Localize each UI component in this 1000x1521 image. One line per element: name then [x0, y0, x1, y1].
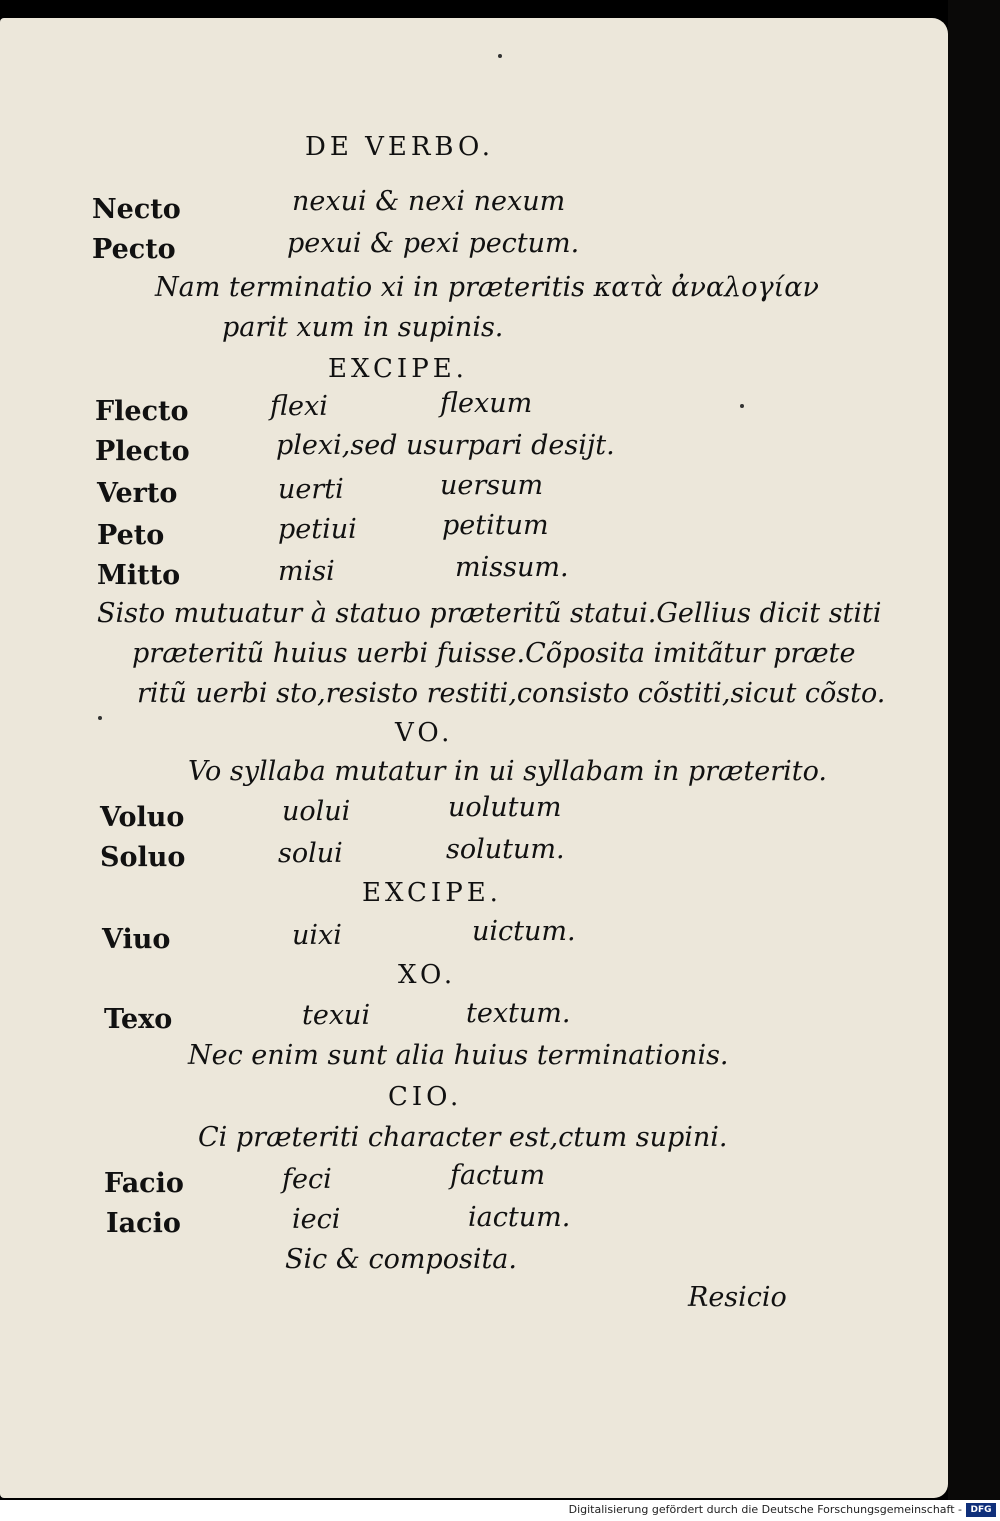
perfect-form: ieci — [292, 1204, 341, 1235]
lemma: Texo — [104, 1004, 173, 1035]
note-line: Nam terminatio xi in præteritis κατὰ ἀναλογίαν — [155, 272, 819, 303]
section-heading-excipe: EXCIPE. — [362, 878, 502, 908]
footer-credit: Digitalisierung gefördert durch die Deutsche Forschungsgemeinschaft - — [568, 1503, 962, 1516]
perfect-form: uolui — [282, 796, 351, 827]
lemma: Soluo — [100, 842, 186, 873]
lemma: Voluo — [100, 802, 185, 833]
perfect-form: petiui — [278, 514, 357, 545]
perfect-form: misi — [278, 556, 335, 587]
section-heading-xo: XO. — [398, 960, 457, 990]
perfect-form: solui — [278, 838, 343, 869]
perfect-form: flexi — [270, 391, 328, 422]
dfg-logo: DFG — [966, 1503, 996, 1517]
note-line: Sisto mutuatur à statuo præteritũ statui.Gellius dicit stiti — [97, 598, 882, 629]
book-page — [0, 18, 948, 1498]
lemma: Iacio — [106, 1208, 181, 1239]
verb-forms: pexui & pexi pectum. — [287, 228, 580, 259]
lemma: Verto — [97, 478, 178, 509]
perfect-form: uerti — [278, 474, 344, 505]
rule-line: Vo syllaba mutatur in ui syllabam in præterito. — [188, 756, 827, 787]
perfect-form: texui — [302, 1000, 371, 1031]
lemma: Plecto — [95, 436, 190, 467]
supine-form: uersum — [440, 470, 544, 501]
section-heading-cio: CIO. — [388, 1082, 463, 1112]
verb-forms: nexui & nexi nexum — [292, 186, 566, 217]
section-heading-vo: VO. — [395, 718, 454, 748]
supine-form: flexum — [440, 388, 533, 419]
lemma: Facio — [104, 1168, 184, 1199]
perfect-form: uixi — [292, 920, 342, 951]
supine-form: missum. — [455, 552, 569, 583]
running-head: DE VERBO. — [305, 132, 495, 162]
note-line: Nec enim sunt alia huius terminationis. — [188, 1040, 729, 1071]
note-line: præteritũ huius uerbi fuisse.Cõposita imitãtur præte — [132, 638, 856, 669]
supine-form: uolutum — [448, 792, 562, 823]
note-line: ritũ uerbi sto,resisto restiti,consisto cõstiti,sicut cõsto. — [137, 678, 886, 709]
supine-form: petitum — [442, 510, 549, 541]
lemma: Necto — [92, 194, 181, 225]
book-edge — [948, 0, 1000, 1500]
rule-line: Ci præteriti character est,ctum supini. — [198, 1122, 728, 1153]
supine-form: uictum. — [472, 916, 576, 947]
supine-form: textum. — [466, 998, 571, 1029]
lemma: Mitto — [97, 560, 181, 591]
lemma: Peto — [97, 520, 165, 551]
page-speck — [740, 404, 744, 408]
section-heading-excipe: EXCIPE. — [328, 354, 468, 384]
perfect-form: feci — [282, 1164, 332, 1195]
supine-form: solutum. — [446, 834, 565, 865]
catchword: Resicio — [688, 1282, 787, 1313]
lemma: Viuo — [102, 924, 171, 955]
footer-bar — [0, 1500, 1000, 1521]
page-speck — [98, 716, 102, 720]
note-line: Sic & composita. — [285, 1244, 517, 1275]
note-line: parit xum in supinis. — [222, 312, 504, 343]
page-speck — [498, 54, 502, 58]
lemma: Flecto — [95, 396, 189, 427]
lemma: Pecto — [92, 234, 176, 265]
supine-form: factum — [450, 1160, 546, 1191]
perfect-form: plexi,sed usurpari desijt. — [276, 430, 615, 461]
supine-form: iactum. — [468, 1202, 571, 1233]
